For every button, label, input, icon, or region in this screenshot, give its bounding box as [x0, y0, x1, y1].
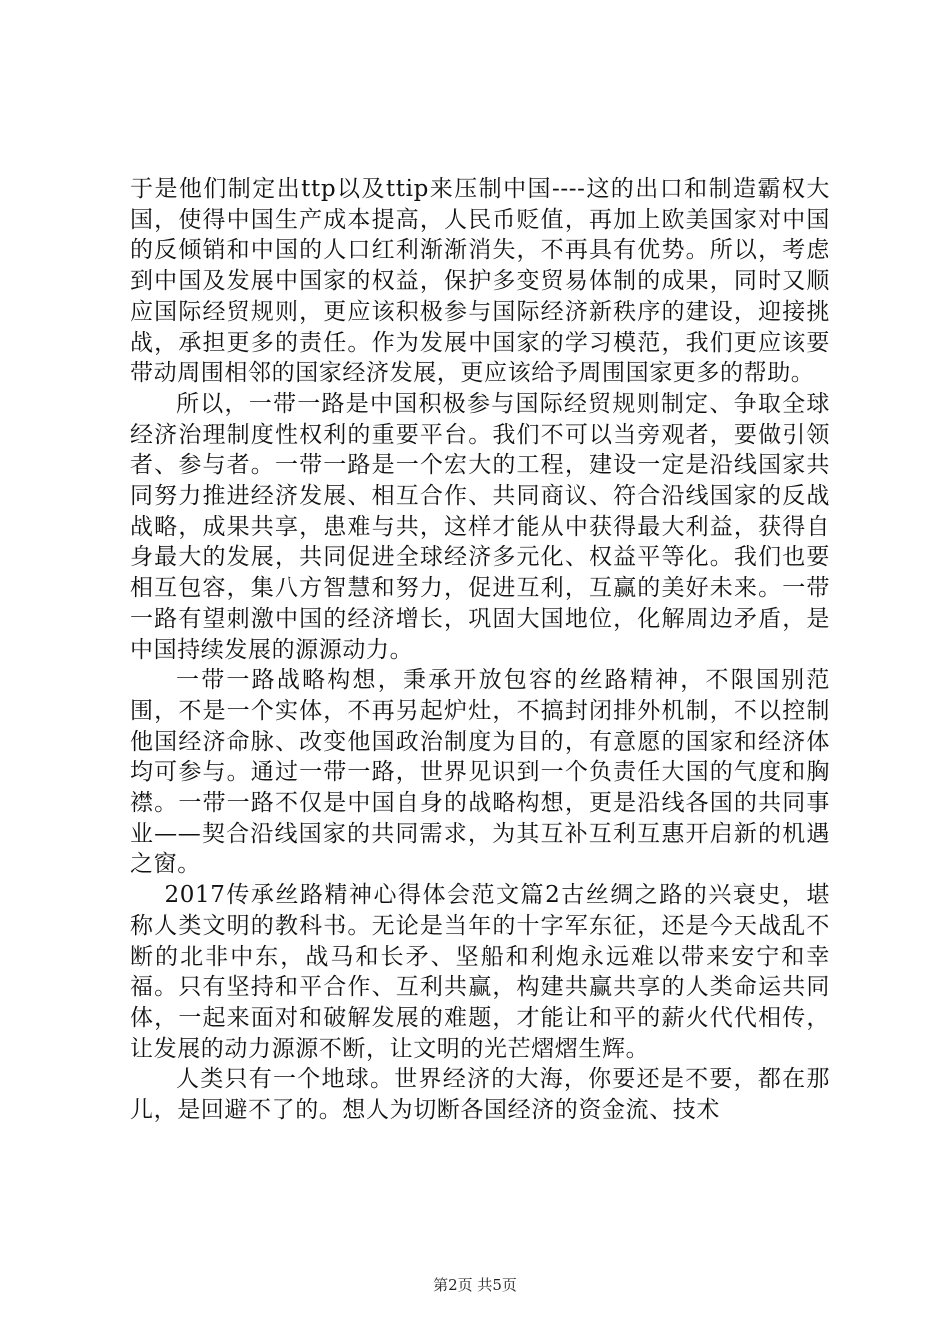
document-body: [130, 174, 830, 1126]
paragraph-1: 于是他们制定出ttp以及ttip来压制中国----这的出口和制造霸权大国，使得中国生产成本提高，人民币贬值，再加上欧美国家对中国的反倾销和中国的人口红利渐渐消失，不再具有优势。所以，考虑到中国及发展中国家的权益，保护多变贸易体制的成果，同时又顺应国际经贸规则，更应该积极参与国际经济新秩序的建设，迎接挑战，承担更多的责任。作为发展中国家的学习模范，我们更应该要带动周围相邻的国家经济发展，更应该给予周围国家更多的帮助。: [130, 176, 830, 387]
paragraph-5: 人类只有一个地球。世界经济的大海，你要还是不要，都在那儿，是回避不了的。想人为切断各国经济的资金流、技术: [130, 1066, 830, 1124]
paragraph-4: 2017传承丝路精神心得体会范文篇2古丝绸之路的兴衰史，堪称人类文明的教科书。无论是当年的十字军东征，还是今天战乱不断的北非中东，战马和长矛、坚船和利炮永远难以带来安宁和幸福。只有坚持和平合作、互利共赢，构建共赢共享的人类命运共同体，一起来面对和破解发展的难题，才能让和平的薪火代代相传，让发展的动力源源不断，让文明的光芒熠熠生辉。: [130, 882, 830, 1062]
page-footer: 第2页 共5页: [433, 1276, 517, 1294]
paragraph-3: 一带一路战略构想，秉承开放包容的丝路精神，不限国别范围，不是一个实体，不再另起炉灶，不搞封闭排外机制，不以控制他国经济命脉、改变他国政治制度为目的，有意愿的国家和经济体均可参与。通过一带一路，世界见识到一个负责任大国的气度和胸襟。一带一路不仅是中国自身的战略构想，更是沿线各国的共同事业——契合沿线国家的共同需求，为其互补互利互惠开启新的机遇之窗。: [130, 667, 830, 878]
paragraph-2: 所以，一带一路是中国积极参与国际经贸规则制定、争取全球经济治理制度性权利的重要平台。我们不可以当旁观者，要做引领者、参与者。一带一路是一个宏大的工程，建设一定是沿线国家共同努力推进经济发展、相互合作、共同商议、符合沿线国家的反战战略，成果共享，患难与共，这样才能从中获得最大利益，获得自身最大的发展，共同促进全球经济多元化、权益平等化。我们也要相互包容，集八方智慧和努力，促进互利，互赢的美好未来。一带一路有望刺激中国的经济增长，巩固大国地位，化解周边矛盾，是中国持续发展的源源动力。: [130, 390, 830, 663]
